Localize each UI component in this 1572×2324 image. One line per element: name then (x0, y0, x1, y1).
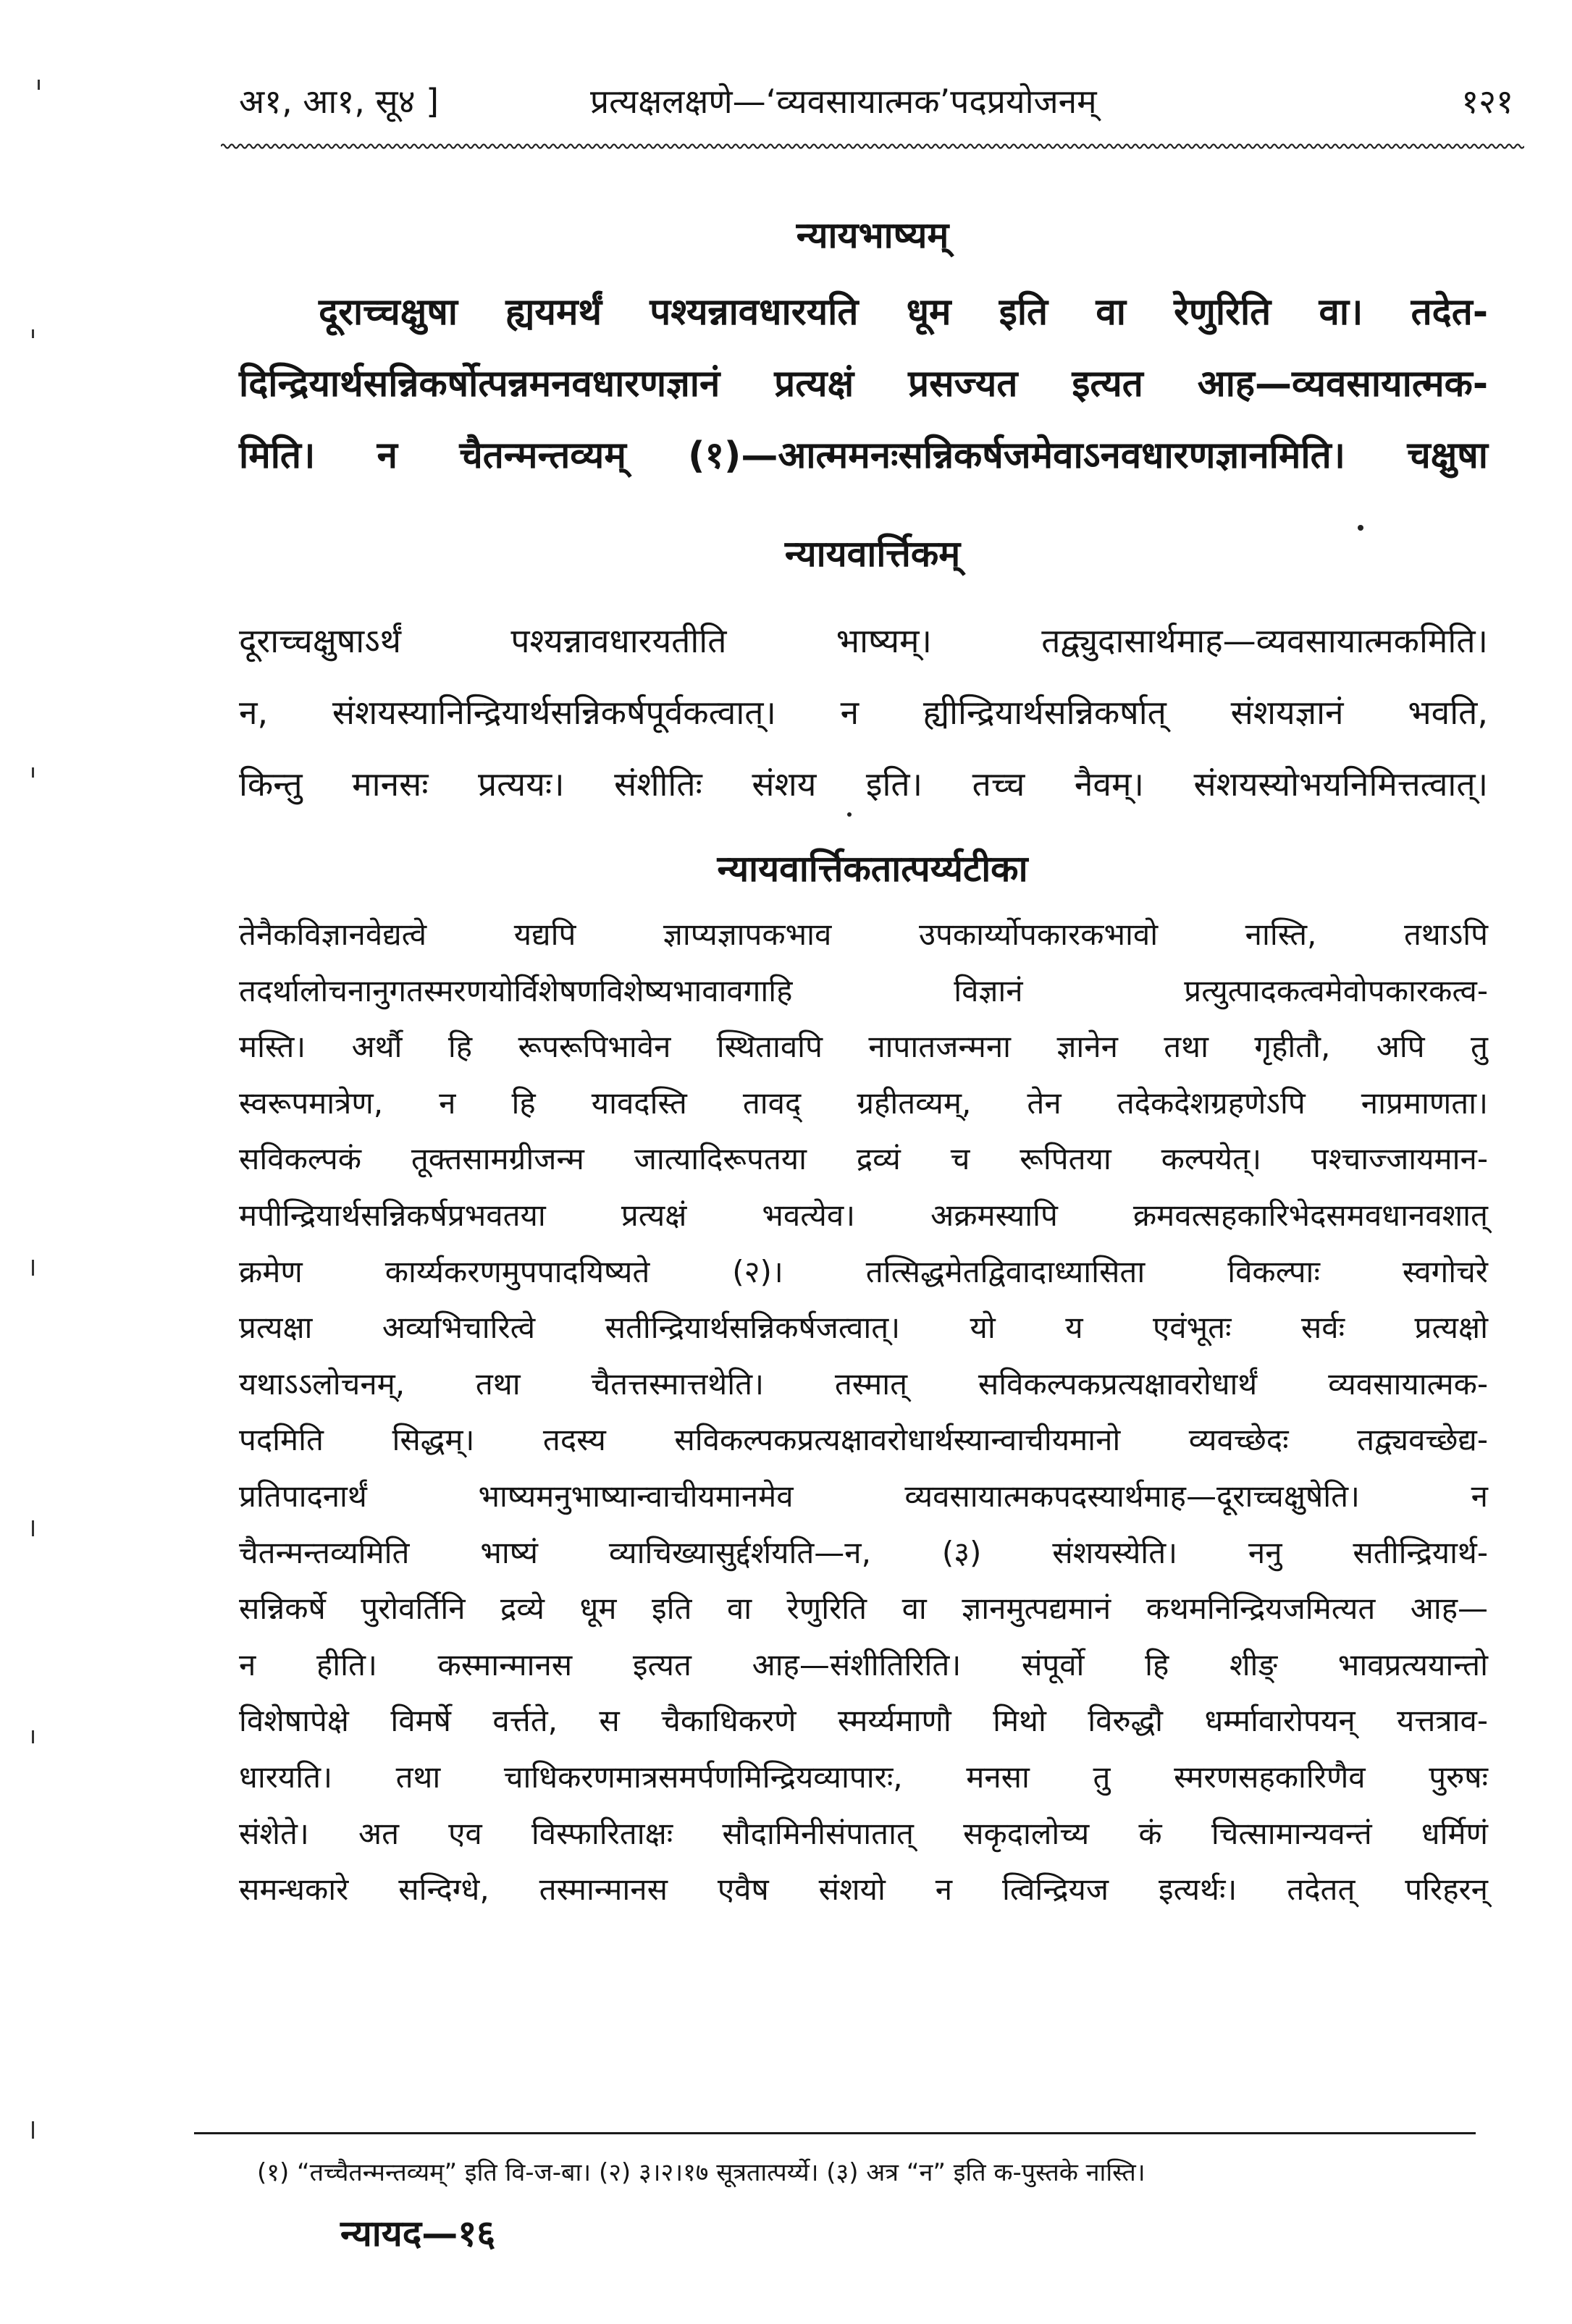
tika-line: सन्निकर्षे पुरोवर्तिनि द्रव्ये धूम इति वा रेणुरिति वा ज्ञानमुत्पद्यमानं कथमनिन्द्रियजमित्यत आह— (239, 1591, 1488, 1627)
tika-line: प्रतिपादनार्थं भाष्यमनुभाष्यान्वाचीयमानमेव व्यवसायात्मकपदस्यार्थमाह—दूराच्चक्षुषेति। न (239, 1478, 1488, 1514)
bhashya-text (239, 277, 1488, 492)
page-number: १२१ (1461, 82, 1513, 121)
scan-speck (32, 767, 34, 778)
tika-line: न हीति। कस्मान्मानस इत्यत आह—संशीतिरिति। संपूर्वो हि शीङ् भावप्रत्ययान्तो (239, 1646, 1488, 1683)
tika-line: यथाऽऽलोचनम्, तथा चैतत्तस्मात्तथेति। तस्मात् सविकल्पकप्रत्यक्षावरोधार्थं व्यवसायात्मक- (239, 1365, 1488, 1402)
vartika-heading: न्यायवार्त्तिकम् (784, 533, 961, 575)
bhashya-line: दूराच्चक्षुषा ह्ययमर्थं पश्यन्नावधारयति धूम इति वा रेणुरिति वा। तदेत- (319, 291, 1488, 334)
header-wavy-rule (221, 138, 1524, 155)
tika-line: मस्ति। अर्थौ हि रूपरूपिभावेन स्थितावपि नापातजन्मना ज्ञानेन तथा गृहीतौ, अपि तु (239, 1029, 1488, 1065)
scan-speck (32, 1520, 34, 1536)
scan-speck (32, 2121, 34, 2139)
running-title: प्रत्यक्षलक्षणे—‘व्यवसायात्मक’पदप्रयोजनम् (590, 82, 1097, 121)
bhashya-line: मिति। न चैतन्मन्तव्यम् (१)—आत्ममनःसन्निकर्षजमेवाऽनवधारणज्ञानमिति। चक्षुषा (239, 434, 1488, 477)
running-header (239, 69, 1513, 134)
tika-heading: न्यायवार्त्तिकतात्पर्य्यटीका (717, 848, 1028, 890)
vartika-line: किन्तु मानसः प्रत्ययः। संशीतिः संशय इति। तच्च नैवम्। संशयस्योभयनिमित्तत्वात्। (239, 765, 1488, 804)
tika-line: धारयति। तथा चाधिकरणमात्रसमर्पणमिन्द्रियव्यापारः, मनसा तु स्मरणसहकारिणैव पुरुषः (239, 1759, 1488, 1795)
bhashya-line: दिन्द्रियार्थसन्निकर्षोत्पन्नमनवधारणज्ञानं प्रत्यक्षं प्रसज्यत इत्यत आह—व्यवसायात्मक- (239, 363, 1488, 405)
tika-line: तदर्थालोचनानुगतस्मरणयोर्विशेषणविशेष्यभावावगाहि विज्ञानं प्रत्युत्पादकत्वमेवोपकारकत्व- (239, 972, 1488, 1009)
printer-signature: न्यायद—१६ (340, 2213, 496, 2254)
tika-line: तेनैकविज्ञानवेद्यत्वे यद्यपि ज्ञाप्यज्ञापकभाव उपकार्य्योपकारकभावो नास्ति, तथाऽपि (239, 917, 1488, 952)
tika-line: सविकल्पकं तूक्तसामग्रीजन्म जात्यादिरूपतया द्रव्यं च रूपितया कल्पयेत्। पश्चाज्जायमान- (239, 1141, 1488, 1177)
section-reference: अ१, आ१, सू४ ] (239, 82, 440, 121)
scan-speck (32, 1260, 34, 1276)
tika-line: मपीन्द्रियार्थसन्निकर्षप्रभवतया प्रत्यक्षं भवत्येव। अक्रमस्यापि क्रमवत्सहकारिभेदसमवधानवशात् (239, 1197, 1488, 1233)
stray-dot (847, 812, 852, 817)
vartika-text (239, 605, 1488, 820)
scan-speck (38, 80, 40, 90)
tika-line: स्वरूपमात्रेण, न हि यावदस्ति तावद् ग्रहीतव्यम्, तेन तदेकदेशग्रहणेऽपि नाप्रमाणता। (239, 1085, 1488, 1121)
vartika-line: दूराच्चक्षुषाऽर्थं पश्यन्नावधारयतीति भाष्यम्। तद्व्युदासार्थमाह—व्यवसायात्मकमिति। (239, 621, 1488, 660)
tika-line: समन्धकारे सन्दिग्धे, तस्मान्मानस एवैष संशयो न त्विन्द्रियज इत्यर्थः। तदेतत् परिहरन् (239, 1872, 1488, 1908)
tika-line: क्रमेण कार्य्यकरणमुपपादयिष्यते (२)। तत्सिद्धमेतद्विवादाध्यासिता विकल्पाः स्वगोचरे (239, 1253, 1488, 1289)
tika-line: विशेषापेक्षे विमर्षे वर्त्तते, स चैकाधिकरणे स्मर्य्यमाणौ मिथो विरुद्धौ धर्म्मावारोपयन् यत्तत्राव- (239, 1703, 1488, 1739)
tika-line: चैतन्मन्तव्यमिति भाष्यं व्याचिख्यासुर्द्दर्शयति—न, (३) संशयस्येति। ननु सतीन्द्रियार्थ- (239, 1534, 1488, 1570)
tika-text (239, 906, 1488, 1918)
tika-line: संशेते। अत एव विस्फारिताक्षः सौदामिनीसंपातात् सकृदालोच्य कं चित्सामान्यवन्तं धर्मिणं (239, 1815, 1488, 1851)
tika-line: पदमिति सिद्धम्। तदस्य सविकल्पकप्रत्यक्षावरोधार्थस्यान्वाचीयमानो व्यवच्छेदः तद्व्यवच्छेद्य- (239, 1422, 1488, 1458)
footnotes: (१) “तच्चैतन्मन्तव्यम्” इति वि-ज-बा। (२) ३।२।१७ सूत्रतात्पर्य्ये। (३) अत्र “न” इति क-पुस्तके नास्ति। (257, 2158, 1146, 2187)
bhashya-heading: न्यायभाष्यम् (796, 214, 949, 256)
tika-line: प्रत्यक्षा अव्यभिचारित्वे सतीन्द्रियार्थसन्निकर्षजत्वात्। यो य एवंभूतः सर्वः प्रत्यक्षो (239, 1310, 1488, 1346)
vartika-line: न, संशयस्यानिन्द्रियार्थसन्निकर्षपूर्वकत्वात्। न ह्यीन्द्रियार्थसन्निकर्षात् संशयज्ञानं भवति, (239, 693, 1488, 732)
footnote-rule (194, 2132, 1476, 2134)
scan-speck (32, 1730, 34, 1743)
scan-speck (32, 329, 34, 338)
